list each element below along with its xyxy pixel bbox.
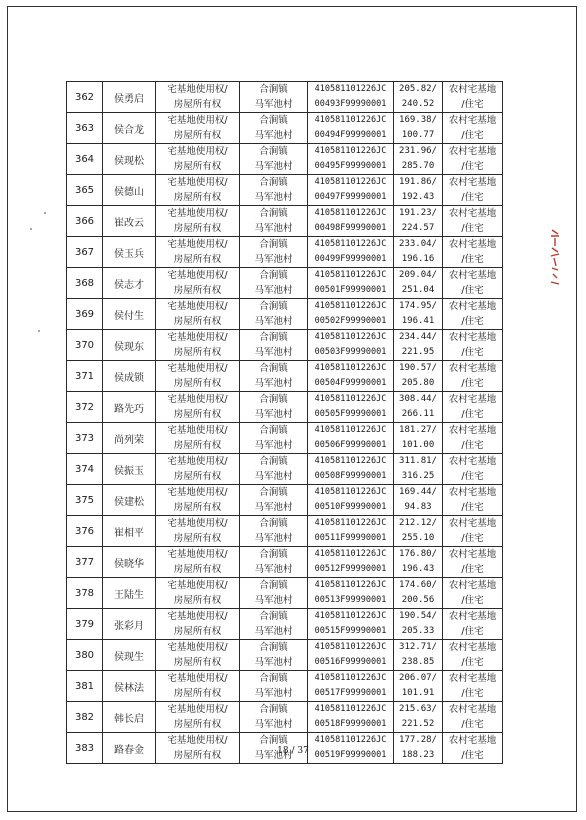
right-type: 宅基地使用权/ 房屋所有权 bbox=[156, 113, 240, 144]
row-number: 369 bbox=[67, 299, 103, 330]
right-type: 宅基地使用权/ 房屋所有权 bbox=[156, 702, 240, 733]
row-number: 375 bbox=[67, 485, 103, 516]
row-number: 366 bbox=[67, 206, 103, 237]
land-use: 农村宅基地 /住宅 bbox=[443, 702, 503, 733]
table-row bbox=[67, 423, 503, 454]
parcel-code: 410581101226JC 00511F99990001 bbox=[308, 516, 394, 547]
land-use: 农村宅基地 /住宅 bbox=[443, 144, 503, 175]
right-type: 宅基地使用权/ 房屋所有权 bbox=[156, 268, 240, 299]
parcel-code: 410581101226JC 00510F99990001 bbox=[308, 485, 394, 516]
right-type: 宅基地使用权/ 房屋所有权 bbox=[156, 82, 240, 113]
location: 合涧镇 马军池村 bbox=[240, 423, 308, 454]
row-number: 362 bbox=[67, 82, 103, 113]
area-values: 209.04/ 251.04 bbox=[394, 268, 443, 299]
row-number: 371 bbox=[67, 361, 103, 392]
location: 合涧镇 马军池村 bbox=[240, 361, 308, 392]
land-use: 农村宅基地 /住宅 bbox=[443, 578, 503, 609]
land-use: 农村宅基地 /住宅 bbox=[443, 392, 503, 423]
table-row bbox=[67, 578, 503, 609]
row-number: 372 bbox=[67, 392, 103, 423]
owner-name: 侯林法 bbox=[103, 671, 156, 702]
owner-name: 王陆生 bbox=[103, 578, 156, 609]
owner-name: 侯合龙 bbox=[103, 113, 156, 144]
parcel-code: 410581101226JC 00504F99990001 bbox=[308, 361, 394, 392]
owner-name: 侯玉兵 bbox=[103, 237, 156, 268]
area-values: 181.27/ 101.00 bbox=[394, 423, 443, 454]
table-row bbox=[67, 113, 503, 144]
land-use: 农村宅基地 /住宅 bbox=[443, 175, 503, 206]
area-values: 176.80/ 196.43 bbox=[394, 547, 443, 578]
parcel-code: 410581101226JC 00505F99990001 bbox=[308, 392, 394, 423]
right-type: 宅基地使用权/ 房屋所有权 bbox=[156, 361, 240, 392]
row-number: 374 bbox=[67, 454, 103, 485]
land-use: 农村宅基地 /住宅 bbox=[443, 299, 503, 330]
location: 合涧镇 马军池村 bbox=[240, 175, 308, 206]
owner-name: 侯成锁 bbox=[103, 361, 156, 392]
parcel-code: 410581101226JC 00502F99990001 bbox=[308, 299, 394, 330]
owner-name: 侯晓华 bbox=[103, 547, 156, 578]
right-type: 宅基地使用权/ 房屋所有权 bbox=[156, 206, 240, 237]
margin-stamp-mark bbox=[548, 228, 562, 288]
row-number: 370 bbox=[67, 330, 103, 361]
table-row bbox=[67, 330, 503, 361]
parcel-code: 410581101226JC 00493F99990001 bbox=[308, 82, 394, 113]
table-row bbox=[67, 516, 503, 547]
owner-name: 尚列荣 bbox=[103, 423, 156, 454]
right-type: 宅基地使用权/ 房屋所有权 bbox=[156, 733, 240, 764]
area-values: 190.57/ 205.80 bbox=[394, 361, 443, 392]
land-use: 农村宅基地 /住宅 bbox=[443, 547, 503, 578]
owner-name: 侯勇启 bbox=[103, 82, 156, 113]
parcel-code: 410581101226JC 00518F99990001 bbox=[308, 702, 394, 733]
location: 合涧镇 马军池村 bbox=[240, 299, 308, 330]
table-row bbox=[67, 485, 503, 516]
page-number: 18 / 37 bbox=[277, 746, 309, 756]
land-use: 农村宅基地 /住宅 bbox=[443, 454, 503, 485]
table-row bbox=[67, 671, 503, 702]
owner-name: 侯现生 bbox=[103, 640, 156, 671]
area-values: 311.81/ 316.25 bbox=[394, 454, 443, 485]
owner-name: 张彩月 bbox=[103, 609, 156, 640]
location: 合涧镇 马军池村 bbox=[240, 671, 308, 702]
row-number: 380 bbox=[67, 640, 103, 671]
right-type: 宅基地使用权/ 房屋所有权 bbox=[156, 175, 240, 206]
area-values: 312.71/ 238.85 bbox=[394, 640, 443, 671]
row-number: 368 bbox=[67, 268, 103, 299]
row-number: 383 bbox=[67, 733, 103, 764]
owner-name: 韩长启 bbox=[103, 702, 156, 733]
owner-name: 侯建松 bbox=[103, 485, 156, 516]
parcel-code: 410581101226JC 00517F99990001 bbox=[308, 671, 394, 702]
location: 合涧镇 马军池村 bbox=[240, 237, 308, 268]
land-use: 农村宅基地 /住宅 bbox=[443, 733, 503, 764]
area-values: 174.95/ 196.41 bbox=[394, 299, 443, 330]
land-use: 农村宅基地 /住宅 bbox=[443, 268, 503, 299]
parcel-code: 410581101226JC 00494F99990001 bbox=[308, 113, 394, 144]
right-type: 宅基地使用权/ 房屋所有权 bbox=[156, 423, 240, 454]
land-use: 农村宅基地 /住宅 bbox=[443, 671, 503, 702]
right-type: 宅基地使用权/ 房屋所有权 bbox=[156, 485, 240, 516]
parcel-code: 410581101226JC 00508F99990001 bbox=[308, 454, 394, 485]
parcel-code: 410581101226JC 00516F99990001 bbox=[308, 640, 394, 671]
row-number: 376 bbox=[67, 516, 103, 547]
right-type: 宅基地使用权/ 房屋所有权 bbox=[156, 547, 240, 578]
parcel-code: 410581101226JC 00499F99990001 bbox=[308, 237, 394, 268]
owner-name: 侯志才 bbox=[103, 268, 156, 299]
owner-name: 侯现东 bbox=[103, 330, 156, 361]
row-number: 381 bbox=[67, 671, 103, 702]
land-use: 农村宅基地 /住宅 bbox=[443, 423, 503, 454]
location: 合涧镇 马军池村 bbox=[240, 268, 308, 299]
row-number: 365 bbox=[67, 175, 103, 206]
parcel-code: 410581101226JC 00519F99990001 bbox=[308, 733, 394, 764]
table-row bbox=[67, 82, 503, 113]
land-use: 农村宅基地 /住宅 bbox=[443, 516, 503, 547]
table-row bbox=[67, 268, 503, 299]
right-type: 宅基地使用权/ 房屋所有权 bbox=[156, 671, 240, 702]
right-type: 宅基地使用权/ 房屋所有权 bbox=[156, 609, 240, 640]
parcel-code: 410581101226JC 00498F99990001 bbox=[308, 206, 394, 237]
location: 合涧镇 马军池村 bbox=[240, 702, 308, 733]
right-type: 宅基地使用权/ 房屋所有权 bbox=[156, 578, 240, 609]
land-use: 农村宅基地 /住宅 bbox=[443, 82, 503, 113]
area-values: 233.04/ 196.16 bbox=[394, 237, 443, 268]
area-values: 177.28/ 188.23 bbox=[394, 733, 443, 764]
location: 合涧镇 马军池村 bbox=[240, 578, 308, 609]
area-values: 174.60/ 200.56 bbox=[394, 578, 443, 609]
parcel-code: 410581101226JC 00506F99990001 bbox=[308, 423, 394, 454]
table-row bbox=[67, 361, 503, 392]
location: 合涧镇 马军池村 bbox=[240, 733, 308, 764]
location: 合涧镇 马军池村 bbox=[240, 454, 308, 485]
table-row bbox=[67, 547, 503, 578]
area-values: 212.12/ 255.10 bbox=[394, 516, 443, 547]
right-type: 宅基地使用权/ 房屋所有权 bbox=[156, 516, 240, 547]
parcel-code: 410581101226JC 00515F99990001 bbox=[308, 609, 394, 640]
location: 合涧镇 马军池村 bbox=[240, 144, 308, 175]
area-values: 191.23/ 224.57 bbox=[394, 206, 443, 237]
row-number: 379 bbox=[67, 609, 103, 640]
right-type: 宅基地使用权/ 房屋所有权 bbox=[156, 640, 240, 671]
right-type: 宅基地使用权/ 房屋所有权 bbox=[156, 454, 240, 485]
owner-name: 侯付生 bbox=[103, 299, 156, 330]
land-use: 农村宅基地 /住宅 bbox=[443, 609, 503, 640]
scan-speck bbox=[30, 228, 32, 230]
location: 合涧镇 马军池村 bbox=[240, 485, 308, 516]
location: 合涧镇 马军池村 bbox=[240, 113, 308, 144]
row-number: 382 bbox=[67, 702, 103, 733]
right-type: 宅基地使用权/ 房屋所有权 bbox=[156, 144, 240, 175]
right-type: 宅基地使用权/ 房屋所有权 bbox=[156, 237, 240, 268]
area-values: 191.86/ 192.43 bbox=[394, 175, 443, 206]
owner-name: 路先巧 bbox=[103, 392, 156, 423]
owner-name: 崔相平 bbox=[103, 516, 156, 547]
table-row bbox=[67, 609, 503, 640]
table-row bbox=[67, 299, 503, 330]
owner-name: 侯现松 bbox=[103, 144, 156, 175]
registry-table bbox=[66, 81, 503, 764]
table-row bbox=[67, 237, 503, 268]
table-row bbox=[67, 144, 503, 175]
owner-name: 路春金 bbox=[103, 733, 156, 764]
area-values: 215.63/ 221.52 bbox=[394, 702, 443, 733]
land-use: 农村宅基地 /住宅 bbox=[443, 206, 503, 237]
land-use: 农村宅基地 /住宅 bbox=[443, 237, 503, 268]
parcel-code: 410581101226JC 00512F99990001 bbox=[308, 547, 394, 578]
row-number: 373 bbox=[67, 423, 103, 454]
location: 合涧镇 马军池村 bbox=[240, 609, 308, 640]
table-row bbox=[67, 702, 503, 733]
table-row bbox=[67, 640, 503, 671]
scan-speck bbox=[44, 212, 46, 214]
land-use: 农村宅基地 /住宅 bbox=[443, 113, 503, 144]
owner-name: 崔改云 bbox=[103, 206, 156, 237]
land-use: 农村宅基地 /住宅 bbox=[443, 330, 503, 361]
row-number: 367 bbox=[67, 237, 103, 268]
table-row bbox=[67, 206, 503, 237]
parcel-code: 410581101226JC 00501F99990001 bbox=[308, 268, 394, 299]
area-values: 169.44/ 94.83 bbox=[394, 485, 443, 516]
parcel-code: 410581101226JC 00497F99990001 bbox=[308, 175, 394, 206]
location: 合涧镇 马军池村 bbox=[240, 392, 308, 423]
area-values: 206.07/ 101.91 bbox=[394, 671, 443, 702]
scan-speck bbox=[38, 330, 40, 332]
row-number: 364 bbox=[67, 144, 103, 175]
land-use: 农村宅基地 /住宅 bbox=[443, 361, 503, 392]
right-type: 宅基地使用权/ 房屋所有权 bbox=[156, 330, 240, 361]
row-number: 378 bbox=[67, 578, 103, 609]
location: 合涧镇 马军池村 bbox=[240, 206, 308, 237]
right-type: 宅基地使用权/ 房屋所有权 bbox=[156, 392, 240, 423]
location: 合涧镇 马军池村 bbox=[240, 547, 308, 578]
row-number: 377 bbox=[67, 547, 103, 578]
parcel-code: 410581101226JC 00503F99990001 bbox=[308, 330, 394, 361]
parcel-code: 410581101226JC 00495F99990001 bbox=[308, 144, 394, 175]
owner-name: 侯振玉 bbox=[103, 454, 156, 485]
registry-table-body bbox=[67, 82, 503, 764]
right-type: 宅基地使用权/ 房屋所有权 bbox=[156, 299, 240, 330]
area-values: 308.44/ 266.11 bbox=[394, 392, 443, 423]
area-values: 190.54/ 205.33 bbox=[394, 609, 443, 640]
area-values: 234.44/ 221.95 bbox=[394, 330, 443, 361]
land-use: 农村宅基地 /住宅 bbox=[443, 640, 503, 671]
table-row bbox=[67, 454, 503, 485]
location: 合涧镇 马军池村 bbox=[240, 330, 308, 361]
area-values: 169.38/ 100.77 bbox=[394, 113, 443, 144]
location: 合涧镇 马军池村 bbox=[240, 82, 308, 113]
location: 合涧镇 马军池村 bbox=[240, 516, 308, 547]
parcel-code: 410581101226JC 00513F99990001 bbox=[308, 578, 394, 609]
table-row bbox=[67, 175, 503, 206]
location: 合涧镇 马军池村 bbox=[240, 640, 308, 671]
row-number: 363 bbox=[67, 113, 103, 144]
area-values: 231.96/ 285.70 bbox=[394, 144, 443, 175]
area-values: 205.82/ 240.52 bbox=[394, 82, 443, 113]
land-use: 农村宅基地 /住宅 bbox=[443, 485, 503, 516]
table-row bbox=[67, 392, 503, 423]
owner-name: 侯德山 bbox=[103, 175, 156, 206]
